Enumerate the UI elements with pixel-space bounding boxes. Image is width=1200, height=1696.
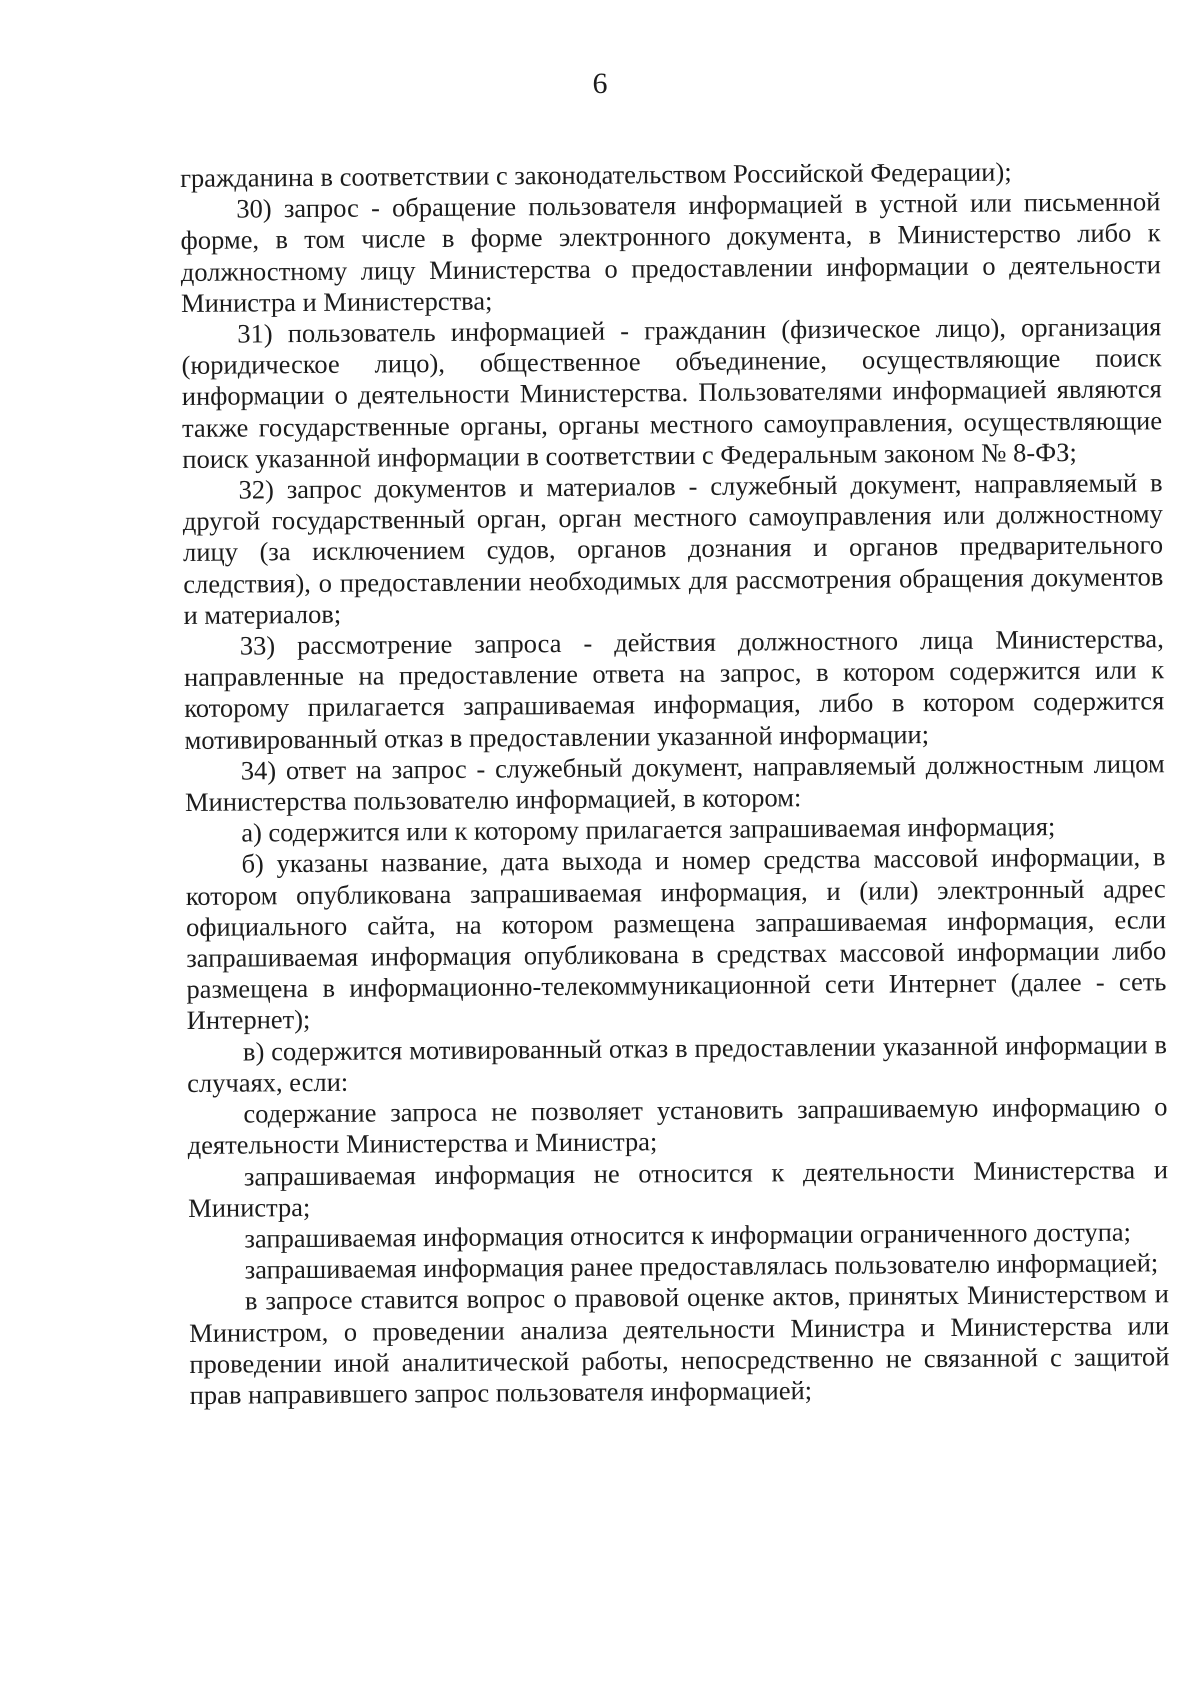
paragraph-case-4: запрашиваемая информация ранее предоставлялась пользователю информацией;	[244, 1247, 1159, 1285]
document-body	[180, 155, 1170, 1411]
paragraph-item-30: 30) запрос - обращение пользователя информацией в устной или письменной форме, в том числе в форме электронного документа, в Министерство либо к должностному лицу Министерства о предоставлении информации о деятельности Министра и Министерства;	[180, 186, 1161, 318]
paragraph-subitem-a: а) содержится или к которому прилагается запрашиваемая информация;	[241, 811, 1056, 848]
paragraph-case-2: запрашиваемая информация не относится к деятельности Министерства и Министра;	[188, 1153, 1169, 1223]
paragraph-subitem-b: б) указаны название, дата выхода и номер средства массовой информации, в котором опубликована запрашиваемая информация, и (или) электронный адрес официального сайта, на котором размещена запрашиваемая информация, если запрашиваемая информация опубликована в средствах массовой информации либо размещена в информационно-телекоммуникационной сети Интернет (далее - сеть Интернет);	[185, 841, 1167, 1036]
paragraph-case-5: в запросе ставится вопрос о правовой оценке актов, принятых Министерством и Министром, о проведении анализа деятельности Министра и Министерства или проведении иной аналитической работы, непосредственно не связанной с защитой прав направившего запрос пользователя информацией;	[189, 1278, 1170, 1410]
paragraph-item-34: 34) ответ на запрос - служебный документ, направляемый должностным лицом Министерства пользователю информацией, в котором:	[184, 748, 1165, 818]
page-number: 6	[592, 67, 608, 100]
paragraph-case-3: запрашиваемая информация относится к информации ограниченного доступа;	[244, 1216, 1132, 1254]
paragraph-subitem-v: в) содержится мотивированный отказ в предоставлении указанной информации в случаях, если:	[187, 1028, 1168, 1098]
paragraph-item-33: 33) рассмотрение запроса - действия должностного лица Министерства, направленные на предоставление ответа на запрос, в котором содержится или к которому прилагается запрашиваемая информация, либо в котором содержится мотивированный отказ в предоставлении указанной информации;	[183, 623, 1165, 755]
paragraph-item-32: 32) запрос документов и материалов - служебный документ, направляемый в другой государственный орган, орган местного самоуправления или должностному лицу (за исключением судов, органов дознания и органов предварительного следствия), о предоставлении необходимых для рассмотрения обращения документов и материалов;	[182, 467, 1164, 630]
paragraph-case-1: содержание запроса не позволяет установить запрашиваемую информацию о деятельности Министерства и Министра;	[187, 1091, 1168, 1161]
paragraph-item-31: 31) пользователь информацией - гражданин (физическое лицо), организация (юридическое лицо), общественное объединение, осуществляющие поиск информации о деятельности Министерства. Пользователями информацией являются также государственные органы, органы местного самоуправления, осуществляющие поиск указанной информации в соответствии с Федеральным законом № 8-ФЗ;	[181, 311, 1163, 474]
paragraph-continuation: гражданина в соответствии с законодательством Российской Федерации);	[180, 156, 1012, 193]
